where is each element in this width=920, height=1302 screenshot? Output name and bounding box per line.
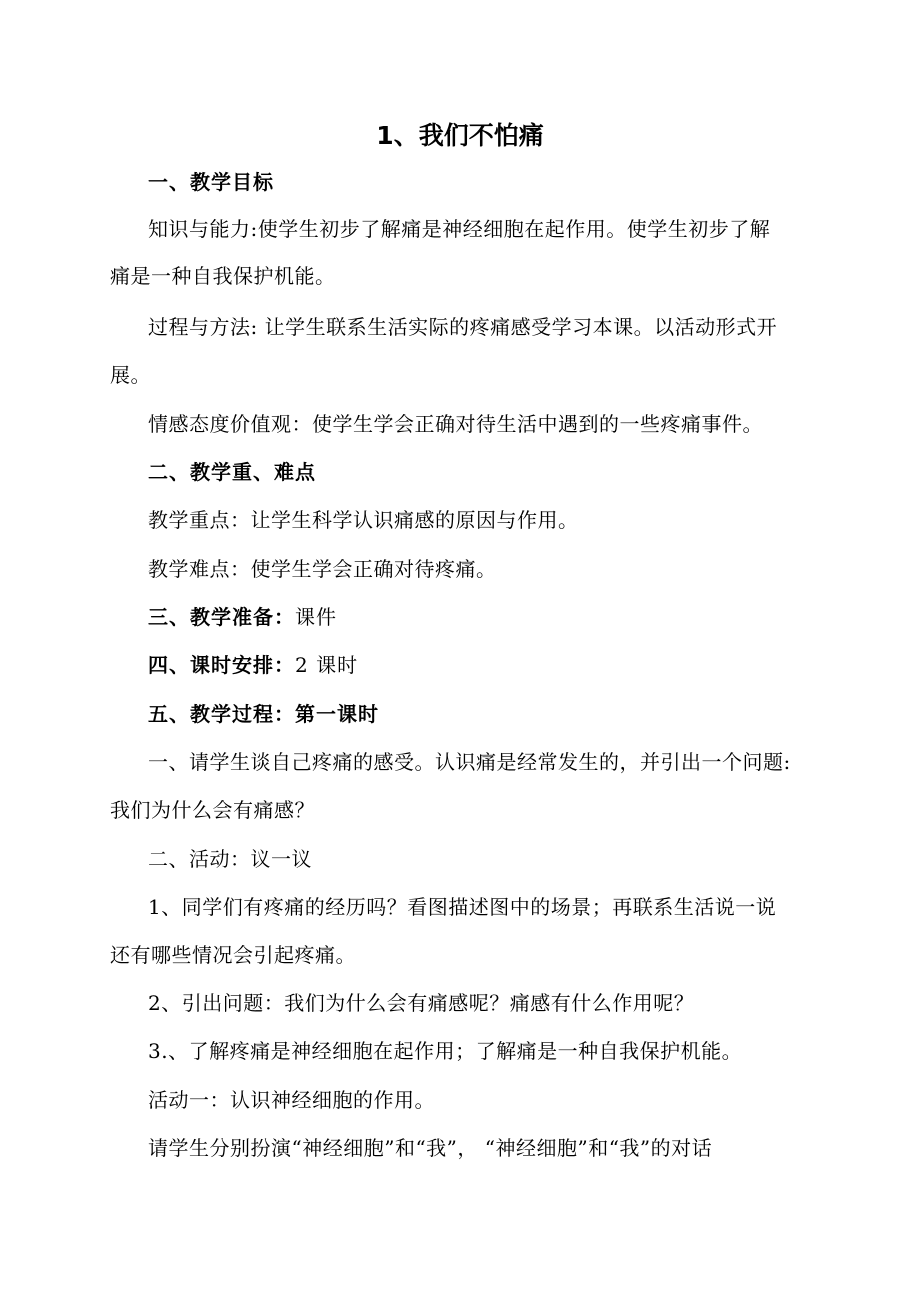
paragraph-roleplay: 请学生分别扮演“神经细胞”和“我”， “神经细胞”和“我”的对话: [148, 1136, 713, 1160]
paragraph-process-line2: 展。: [110, 363, 151, 387]
paragraph-step1-line2: 我们为什么会有痛感？: [110, 798, 315, 822]
paragraph-item1-line1: 1、同学们有疼痛的经历吗？看图描述图中的场景；再联系生活说一说: [148, 895, 777, 919]
paragraph-item2: 2、引出问题：我们为什么会有痛感呢？痛感有什么作用呢？: [148, 991, 695, 1015]
preparation-label: 三、教学准备：: [148, 605, 295, 629]
paragraph-step1-line1: 一、请学生谈自己疼痛的感受。认识痛是经常发生的，并引出一个问题:: [148, 750, 791, 774]
paragraph-step2: 二、活动：议一议: [148, 847, 312, 871]
section-heading-schedule: [148, 649, 358, 681]
preparation-value: 课件: [295, 605, 337, 629]
schedule-value: 2 课时: [295, 653, 359, 677]
paragraph-item3: 3.、了解疼痛是神经细胞在起作用；了解痛是一种自我保护机能。: [148, 1039, 743, 1063]
paragraph-knowledge-line1: 知识与能力:使学生初步了解痛是神经细胞在起作用。使学生初步了解: [148, 217, 771, 241]
schedule-label: 四、课时安排：: [148, 653, 295, 677]
section-heading-process: 五、教学过程：第一课时: [148, 702, 379, 726]
section-heading-preparation: [148, 601, 337, 633]
paragraph-difficulty: 教学难点：使学生学会正确对待疼痛。: [148, 557, 497, 581]
paragraph-key-point: 教学重点：让学生科学认识痛感的原因与作用。: [148, 508, 579, 532]
document-title: 1、我们不怕痛: [376, 121, 544, 150]
paragraph-knowledge-line2: 痛是一种自我保护机能。: [110, 264, 336, 288]
section-heading-key-points: 二、教学重、难点: [148, 460, 316, 484]
section-heading-objectives: 一、教学目标: [148, 170, 274, 194]
paragraph-process-line1: 过程与方法: 让学生联系生活实际的疼痛感受学习本课。以活动形式开: [148, 315, 778, 339]
paragraph-emotion: 情感态度价值观：使学生学会正确对待生活中遇到的一些疼痛事件。: [148, 412, 763, 436]
paragraph-activity1: 活动一：认识神经细胞的作用。: [148, 1088, 435, 1112]
paragraph-item1-line2: 还有哪些情况会引起疼痛。: [110, 943, 356, 967]
